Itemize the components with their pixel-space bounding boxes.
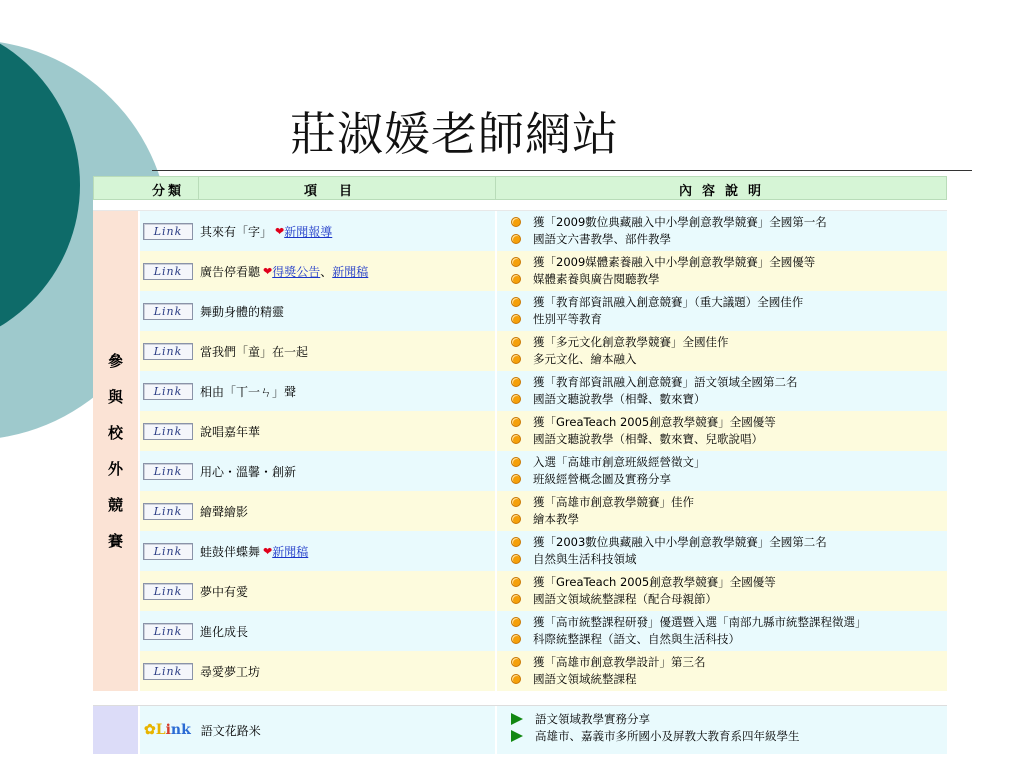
orange-dot-icon (511, 434, 521, 444)
category-char: 外 (107, 460, 123, 478)
orange-dot-icon (511, 674, 521, 684)
item-title: 用心・溫馨・創新 (200, 464, 297, 479)
page-title: 莊淑媛老師網站 (290, 107, 619, 161)
orange-dot-icon (511, 657, 521, 667)
bullet-text: 獲「多元文化創意教學競賽」全國佳作 (533, 334, 729, 349)
item-title: 相由「丅一ㄣ」聲 (200, 384, 297, 399)
bullet-line (511, 653, 947, 670)
news-link[interactable]: 新聞稿 (272, 544, 309, 559)
description-cell (497, 531, 947, 571)
news-link[interactable]: 新聞稿 (332, 264, 369, 279)
bullet-text: 國語文聽說教學（相聲、數來寶） (533, 391, 706, 406)
description-cell (497, 571, 947, 611)
description-cell (497, 211, 947, 251)
bullet-line (511, 350, 947, 367)
item-cell (140, 371, 495, 411)
item-cell (140, 611, 495, 651)
orange-dot-icon (511, 594, 521, 604)
orange-dot-icon (511, 537, 521, 547)
bullet-line (511, 550, 947, 567)
item-cell (140, 706, 495, 754)
description-cell (497, 371, 947, 411)
description-cell (497, 706, 947, 754)
table-row (140, 411, 947, 451)
description-cell (497, 451, 947, 491)
bullet-line (511, 510, 947, 527)
bullet-text: 繪本教學 (533, 511, 579, 526)
content-table (93, 176, 947, 768)
category-label-blank (93, 706, 138, 754)
item-cell (140, 291, 495, 331)
bullet-text: 獲「2009媒體素養融入中小學創意教學競賽」全國優等 (533, 254, 816, 269)
link-button[interactable]: Link (143, 223, 193, 240)
bullet-line (511, 213, 947, 230)
bullet-line (511, 670, 947, 687)
category-char: 校 (107, 424, 123, 442)
item-cell (140, 651, 495, 691)
bullet-line (511, 413, 947, 430)
orange-dot-icon (511, 474, 521, 484)
table-row (140, 251, 947, 291)
item-cell (140, 571, 495, 611)
item-cell (140, 331, 495, 371)
section-rows (140, 211, 947, 691)
bullet-text: 獲「GreaTeach 2005創意教學競賽」全國優等 (533, 414, 776, 429)
bullet-line (511, 453, 947, 470)
item-cell (140, 451, 495, 491)
item-cell (140, 491, 495, 531)
orange-dot-icon (511, 417, 521, 427)
bullet-line (511, 270, 947, 287)
item-title: 廣告停看聽 (200, 264, 261, 279)
table-row (140, 651, 947, 691)
orange-dot-icon (511, 217, 521, 227)
link-button[interactable]: Link (143, 263, 193, 280)
table-row (140, 611, 947, 651)
table-row (140, 491, 947, 531)
link-button[interactable]: Link (143, 503, 193, 520)
bullet-line (511, 533, 947, 550)
bullet-text: 獲「GreaTeach 2005創意教學競賽」全國優等 (533, 574, 776, 589)
bullet-line (511, 430, 947, 447)
bullet-line (511, 230, 947, 247)
item-cell (140, 531, 495, 571)
bullet-text: 科際統整課程（語文、自然與生活科技） (533, 631, 740, 646)
bullet-line (511, 470, 947, 487)
link-button[interactable]: Link (143, 423, 193, 440)
orange-dot-icon (511, 577, 521, 587)
section-sharing (93, 705, 947, 754)
bullet-line (511, 710, 947, 727)
table-row (140, 571, 947, 611)
bullet-line (511, 293, 947, 310)
link-button[interactable]: Link (143, 463, 193, 480)
table-row (140, 331, 947, 371)
orange-dot-icon (511, 497, 521, 507)
item-cell (140, 411, 495, 451)
category-char: 賽 (107, 532, 123, 550)
bullet-line (511, 493, 947, 510)
bullet-text: 國語文領域統整課程（配合母親節） (533, 591, 717, 606)
header-description: 內容說明 (679, 184, 772, 199)
description-cell (497, 491, 947, 531)
table-row (140, 291, 947, 331)
orange-dot-icon (511, 377, 521, 387)
link-button[interactable]: Link (143, 303, 193, 320)
item-title: 蛙鼓伴蝶舞 (200, 544, 261, 559)
bullet-line (511, 373, 947, 390)
news-link[interactable]: 新聞報導 (284, 224, 333, 239)
green-triangle-icon (511, 713, 523, 725)
bullet-line (511, 573, 947, 590)
header-divider (198, 177, 199, 199)
bullet-text: 獲「教育部資訊融入創意競賽」（重大議題）全國佳作 (533, 294, 804, 309)
orange-dot-icon (511, 457, 521, 467)
bullet-line (511, 727, 947, 744)
table-row (140, 451, 947, 491)
bullet-text: 性別平等教育 (533, 311, 602, 326)
description-cell (497, 291, 947, 331)
bullet-line (511, 333, 947, 350)
item-title: 尋愛夢工坊 (200, 664, 261, 679)
heart-icon: ❤ (263, 544, 273, 558)
bullet-line (511, 630, 947, 647)
heart-icon: ❤ (275, 224, 285, 238)
item-title: 進化成長 (200, 624, 249, 639)
link-button[interactable]: Link (143, 623, 193, 640)
bullet-line (511, 253, 947, 270)
table-row (140, 371, 947, 411)
bullet-line (511, 390, 947, 407)
orange-dot-icon (511, 634, 521, 644)
bullet-text: 獲「高雄市創意教學競賽」佳作 (533, 494, 694, 509)
orange-dot-icon (511, 274, 521, 284)
link-button-fancy[interactable]: ✿Link (144, 722, 191, 738)
green-triangle-icon (511, 730, 523, 742)
item-title: 舞動身體的精靈 (200, 304, 285, 319)
bullet-text: 獲「高市統整課程研發」優選暨入選「南部九縣市統整課程徵選」 (533, 614, 867, 629)
item-title: 語文花路米 (200, 723, 261, 738)
bullet-text: 國語文聽說教學（相聲、數來寶、兒歌說唱） (533, 431, 763, 446)
orange-dot-icon (511, 514, 521, 524)
orange-dot-icon (511, 234, 521, 244)
orange-dot-icon (511, 297, 521, 307)
category-char: 與 (107, 388, 123, 406)
news-separator: 、 (320, 264, 333, 279)
orange-dot-icon (511, 337, 521, 347)
orange-dot-icon (511, 354, 521, 364)
orange-dot-icon (511, 554, 521, 564)
bullet-text: 獲「2009數位典藏融入中小學創意教學競賽」全國第一名 (533, 214, 827, 229)
description-cell (497, 611, 947, 651)
bullet-text: 高雄市、嘉義市多所國小及屏教大教育系四年級學生 (535, 728, 800, 743)
orange-dot-icon (511, 617, 521, 627)
table-row (140, 531, 947, 571)
description-cell (497, 251, 947, 291)
orange-dot-icon (511, 257, 521, 267)
bullet-line (511, 590, 947, 607)
title-divider (152, 170, 972, 171)
bullet-text: 語文領域教學實務分享 (535, 711, 650, 726)
table-row (140, 211, 947, 251)
bullet-line (511, 310, 947, 327)
item-title: 說唱嘉年華 (200, 424, 261, 439)
link-button[interactable]: Link (143, 543, 193, 560)
bullet-text: 媒體素養與廣告閱聽教學 (533, 271, 660, 286)
link-flower-icon: ✿ (144, 722, 156, 738)
link-button[interactable]: Link (143, 583, 193, 600)
item-title: 當我們「童」在一起 (200, 344, 309, 359)
header-category: 分類 (152, 184, 185, 199)
section-rows (140, 706, 947, 754)
item-cell (140, 211, 495, 251)
bullet-text: 獲「教育部資訊融入創意競賽」語文領域全國第二名 (533, 374, 798, 389)
item-cell (140, 251, 495, 291)
bullet-text: 自然與生活科技領域 (533, 551, 637, 566)
orange-dot-icon (511, 394, 521, 404)
header-item: 項目 (304, 184, 375, 199)
link-button[interactable]: Link (143, 663, 193, 680)
orange-dot-icon (511, 314, 521, 324)
bullet-text: 國語文領域統整課程 (533, 671, 637, 686)
item-title: 其來有「字」 (200, 224, 273, 239)
bullet-text: 國語文六書教學、部件教學 (533, 231, 671, 246)
bullet-text: 入選「高雄市創意班級經營徵文」 (533, 454, 706, 469)
bullet-text: 獲「高雄市創意教學設計」第三名 (533, 654, 706, 669)
item-title: 夢中有愛 (200, 584, 249, 599)
header-gap (93, 200, 947, 211)
heart-icon: ❤ (263, 264, 273, 278)
table-row (140, 706, 947, 754)
description-cell (497, 411, 947, 451)
bullet-line (511, 613, 947, 630)
description-cell (497, 331, 947, 371)
table-header (93, 176, 947, 200)
item-title: 繪聲繪影 (200, 504, 249, 519)
category-char: 參 (107, 352, 123, 370)
bullet-text: 班級經營概念圖及實務分享 (533, 471, 671, 486)
link-button[interactable]: Link (143, 383, 193, 400)
category-char: 競 (107, 496, 123, 514)
description-cell (497, 651, 947, 691)
news-link[interactable]: 得獎公告 (272, 264, 321, 279)
bullet-text: 多元文化、繪本融入 (533, 351, 637, 366)
link-button[interactable]: Link (143, 343, 193, 360)
header-divider (495, 177, 496, 199)
section-competitions (93, 211, 947, 691)
category-label (93, 211, 138, 691)
bullet-text: 獲「2003數位典藏融入中小學創意教學競賽」全國第二名 (533, 534, 827, 549)
